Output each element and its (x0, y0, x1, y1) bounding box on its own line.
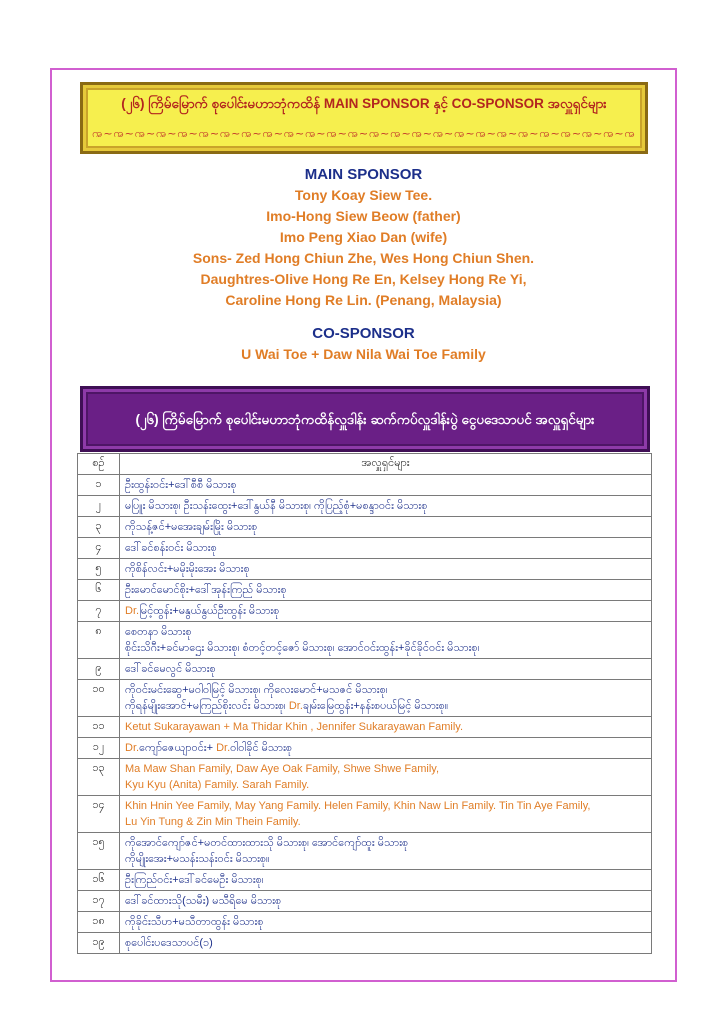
donor-names: Ketut Sukarayawan + Ma Thidar Khin , Jennifer Sukarayawan Family. (120, 717, 652, 738)
row-number: ၃ (78, 517, 120, 538)
donor-name-text: ကျော်ဇေယျာဝင်း+ (139, 742, 214, 754)
donor-names: ဦးမောင်မောင်စိုး+ဒေါ်အုန်းကြည် မိသားစု (120, 580, 652, 601)
table-row (78, 622, 652, 659)
table-row (78, 601, 652, 622)
donor-names: ဒေါ်ခင်မေလွင် မိသားစု (120, 659, 652, 680)
main-sponsor-line: Caroline Hong Re Lin. (Penang, Malaysia) (225, 292, 502, 308)
row-number: ၁၉ (78, 933, 120, 954)
column-header-donors: အလှူရှင်များ (120, 454, 652, 475)
table-row (78, 538, 652, 559)
donor-names: ဒေါ်ခင်စန်းဝင်း မိသားစု (120, 538, 652, 559)
donor-names: ကိုစိန်လင်း+မမိုးမိုးအေး မိသားစု (120, 559, 652, 580)
donor-name-text: မြင့်ထွန်း+မနွယ်နွယ်ဦးထွန်း မိသားစု (139, 605, 280, 617)
donor-names (120, 833, 652, 870)
donor-name-text: ကိုရန်မျိုးအောင်+မကြည်စိုးလင်း မိသားစု၊ (125, 700, 286, 712)
co-sponsor-line: U Wai Toe + Daw Nila Wai Toe Family (241, 346, 486, 362)
donor-names (120, 622, 652, 659)
table-row (78, 833, 652, 870)
row-number: ၁၇ (78, 891, 120, 912)
table-row (78, 517, 652, 538)
donor-names: ဒေါ်ခင်ထားသို(သမီး) မသီရိမေ မိသားစု (120, 891, 652, 912)
table-row (78, 475, 652, 496)
table-row (78, 796, 652, 833)
donor-names: ဦးထွန်းဝင်း+ဒေါ်စီစီ မိသားစု (120, 475, 652, 496)
row-number: ၁၂ (78, 738, 120, 759)
donor-line: Kyu Kyu (Anita) Family. Sarah Family. (125, 779, 310, 791)
dr-prefix: Dr. (125, 742, 140, 754)
row-number: ၈ (78, 622, 120, 659)
row-number: ၁၁ (78, 717, 120, 738)
table-row (78, 870, 652, 891)
table-row (78, 559, 652, 580)
row-number: ၁၈ (78, 912, 120, 933)
table-row (78, 912, 652, 933)
row-number: ၁ (78, 475, 120, 496)
sponsor-title-banner (80, 82, 648, 154)
table-row (78, 580, 652, 601)
dr-prefix: Dr. (288, 700, 303, 712)
table-row (78, 933, 652, 954)
donor-names (120, 680, 652, 717)
donor-names: ကိုခိုင်းသီဟ+မသီတာထွန်း မိသားစု (120, 912, 652, 933)
dr-prefix: Dr. (125, 605, 140, 617)
donor-names (120, 759, 652, 796)
table-row (78, 738, 652, 759)
donor-names (120, 738, 652, 759)
donor-list-banner (80, 386, 650, 452)
table-row (78, 680, 652, 717)
main-sponsor-line: Tony Koay Siew Tee. (294, 187, 433, 203)
table-row (78, 759, 652, 796)
donor-line: စေတနာ မိသားစု (125, 626, 192, 638)
donor-names: ဦးကြည်ဝင်း+ဒေါ်ခင်မေဦး မိသားစု၊ (120, 870, 652, 891)
row-number: ၁၆ (78, 870, 120, 891)
donor-names: စုပေါင်းပဒေသာပင်(၁) (120, 933, 652, 954)
row-number: ၁၅ (78, 833, 120, 870)
decorative-ornament: ꩠ~ꩠ~ꩠ~ꩠ~ꩠ~ꩠ~ꩠ~ꩠ~ꩠ~ꩠ~ꩠ~ꩠ~ꩠ~ꩠ~ꩠ~ꩠ~ꩠ~ꩠ~ꩠ~ꩠ~ꩠ~ꩠ~ꩠ~ꩠ~ꩠ~ꩠ (92, 127, 636, 140)
row-number: ၆ (78, 580, 120, 601)
row-number: ၇ (78, 601, 120, 622)
donor-line: Khin Hnin Yee Family, May Yang Family. Helen Family, Khin Naw Lin Family. Tin Tin Aye Family, (125, 800, 591, 812)
donor-line: ကိုဝင်းမင်းဆွေ+မဝါဝါမြင့် မိသားစု၊ ကိုလေးမောင်+မသဇင် မိသားစု၊ (125, 684, 388, 696)
sponsor-title: (၂၆) ကြိမ်မြောက် စုပေါင်းမဟာဘုံကထိန် MAIN SPONSOR နှင့် CO-SPONSOR အလှူရှင်များ (121, 96, 607, 111)
main-sponsor-line: Sons- Zed Hong Chiun Zhe, Wes Hong Chiun Shen. (192, 250, 535, 266)
row-number: ၁၃ (78, 759, 120, 796)
donor-names: ကိုသန့်ဇင်+မအေးချမ်းမြိုး မိသားစု (120, 517, 652, 538)
table-row (78, 891, 652, 912)
donor-names: မပြူး မိသားစု၊ ဦးသန်းထွေး+ဒေါ်နွယ်နီ မိသားစု၊ ကိုပြည့်စုံ+မစန္ဒာဝင်း မိသားစု (120, 496, 652, 517)
row-number: ၁၄ (78, 796, 120, 833)
main-sponsor-line: Imo-Hong Siew Beow (father) (266, 208, 461, 224)
donor-line: Lu Yin Tung & Zin Min Thein Family. (125, 816, 301, 828)
main-sponsor-heading: MAIN SPONSOR (304, 166, 423, 183)
donor-table (77, 453, 652, 954)
donor-line: ကိုအောင်ကျော်ဇင်+မတင်ထားထားသို မိသားစု၊ အောင်ကျော်ထူး မိသားစု (125, 837, 409, 849)
donor-name-text: ဝါဝါခိုင် မိသားစု (230, 742, 293, 754)
co-sponsor-heading: CO-SPONSOR (312, 325, 415, 342)
row-number: ၄ (78, 538, 120, 559)
row-number: ၅ (78, 559, 120, 580)
donor-line: ကိုမျိုးအေး+မသန်းသန်းဝင်း မိသားစု။ (125, 853, 270, 865)
dr-prefix: Dr. (216, 742, 231, 754)
donor-line (125, 698, 646, 714)
row-number: ၉ (78, 659, 120, 680)
donor-names (120, 796, 652, 833)
table-row (78, 659, 652, 680)
donor-list-title: (၂၆) ကြိမ်မြောက် စုပေါင်းမဟာဘုံကထိန်လှူဒါန်း ဆက်ကပ်လှူဒါန်းပွဲ ငွေပဒေသာပင် အလှူရှင်များ (135, 412, 595, 427)
table-row (78, 496, 652, 517)
column-header-number: စဉ် (78, 454, 120, 475)
row-number: ၂ (78, 496, 120, 517)
donor-line: Ma Maw Shan Family, Daw Aye Oak Family, Shwe Shwe Family, (125, 763, 439, 775)
donor-line: စိုင်းသိဂီး+ခင်မာဌေး မိသားစု၊ စံတင့်တင့်ဇော် မိသားစု၊ အောင်ဝင်းထွန်း+ခိုင်ခိုင်ဝင်း မိသားစု၊ (125, 642, 480, 654)
main-sponsor-line: Imo Peng Xiao Dan (wife) (279, 229, 448, 245)
table-row (78, 717, 652, 738)
row-number: ၁၀ (78, 680, 120, 717)
main-sponsor-line: Daughtres-Olive Hong Re En, Kelsey Hong Re Yi, (200, 271, 527, 287)
donor-names (120, 601, 652, 622)
table-header-row (78, 454, 652, 475)
donor-name-text: ချမ်းမြေထွန်း+နန်းစပယ်မြင့် မိသားစု။ (302, 700, 449, 712)
